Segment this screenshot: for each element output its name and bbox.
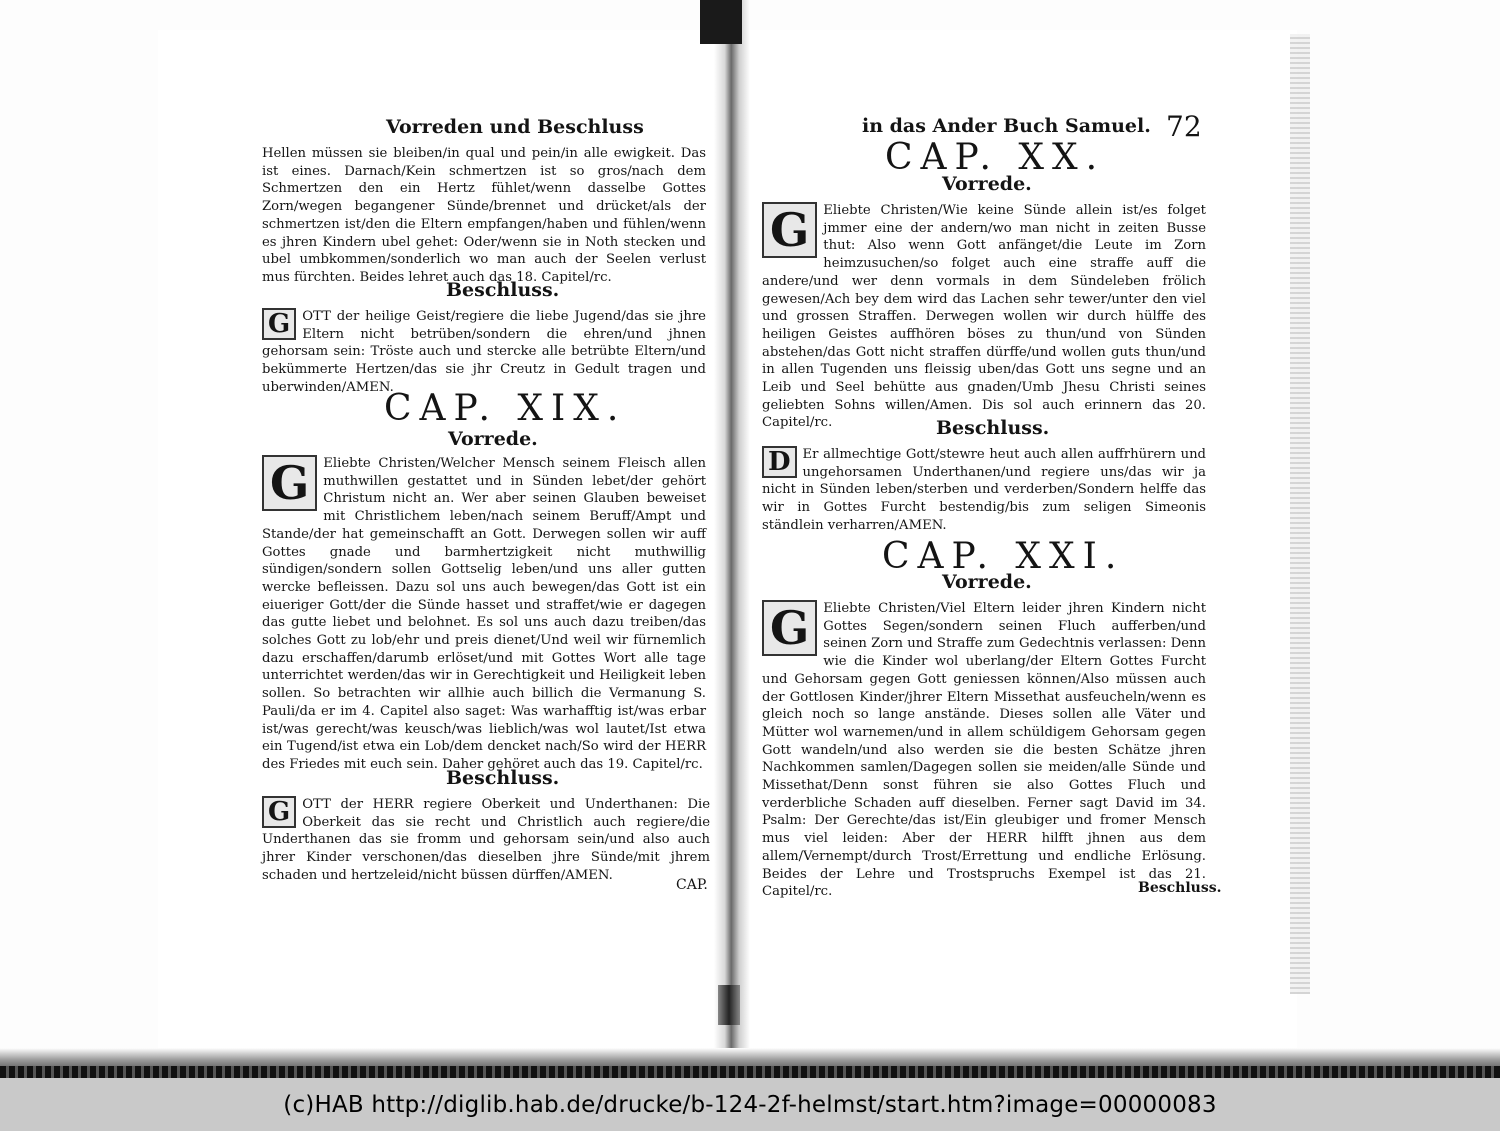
left-close2-text: OTT der HERR regiere Oberkeit und Underthanen: Die Oberkeit das sie recht und Christlich auch regiere/die Underthanen das sie fromm und gehorsam sein/und also auch jhrer Kinder verschonen/das dieselben jhre Sünde/mit jhrem schaden und hertzeleid/nicht büssen dürffen/AMEN. xyxy=(262,797,710,883)
right-close1 xyxy=(762,446,1206,535)
right-close1-heading: Beschluss. xyxy=(936,417,1050,439)
right-cap2-title: CAP. XXI. xyxy=(882,536,1125,577)
left-close2 xyxy=(262,796,710,885)
right-preface2-heading: Vorrede. xyxy=(942,571,1032,593)
left-close2-heading: Beschluss. xyxy=(446,767,560,789)
left-cap-title: CAP. XIX. xyxy=(384,388,627,429)
left-preface-text: Eliebte Christen/Welcher Mensch seinem Fleisch allen muthwillen gestattet und in Sünden lebet/der gehört Christum nicht an. Wer aber seinen Glauben beweiset mit Christlichem leben/nach seinem Beruff/Ampt und Stande/der hat gemeinschafft an Gott. Derwegen sollen wir auff Gottes gnade und barmhertzigkeit nicht muthwillig sündigen/sondern sollen Gottselig leben/und uns aller gutten wercke befleissen. Dazu sol uns auch bewegen/das Gott ist ein eiueriger Gott/der die Sünde hasset und straffet/wie er dagegen das gutte liebet und belohnet. Es sol uns auch dazu treiben/das solches Gott zu lob/ehr und preis dienet/Und weil wir fürnemlich dazu erschaffen/darumb erlöset/und mit Gottes Wort alle tage unterrichtet werden/das wir in Gerechtigkeit und Heiligkeit leben sollen. So betrachten wir allhie auch billich die Vermanung S. Pauli/da er im 4. Capitel also saget: Was warhafftig ist/was erbar ist/was gerecht/was keusch/was lieblich/was wol lautet/Ist etwa ein Tugend/ist etwa ein Lob/dem dencket nach/So wird der HERR des Friedes mit euch sein. Daher gehöret auch das 19. Capitel/rc. xyxy=(262,456,706,772)
page-clip xyxy=(700,0,742,44)
left-preface-initial: G xyxy=(262,455,317,511)
left-close2-initial: G xyxy=(262,796,296,828)
left-catchword: CAP. xyxy=(676,877,708,893)
right-running-head: in das Ander Buch Samuel. xyxy=(862,115,1151,137)
left-preface-heading: Vorrede. xyxy=(448,428,538,450)
right-close1-text: Er allmechtige Gott/stewre heut auch allen auffrhürern und ungehorsamen Underthanen/und regiere uns/das wir ja nicht in Sünden leben/sterben und verderben/Sondern helffe das wir in Gottes Furcht bestendig/bis zum seligen Simeonis ständlein verharren/AMEN. xyxy=(762,447,1206,533)
left-close1-text: OTT der heilige Geist/regiere die liebe Jugend/das sie jhre Eltern nicht betrüben/sondern die ehren/und jhnen gehorsam sein: Tröste auch und stercke alle betrübte Eltern/und bekümmerte Hertzen/das sie jhr Creutz in Gedult tragen und uberwinden/AMEN. xyxy=(262,309,706,395)
page-edges-bottom xyxy=(0,1048,1500,1078)
copyright-footer xyxy=(0,1078,1500,1131)
right-catchword: Beschluss. xyxy=(1138,880,1222,896)
spine-shadow xyxy=(718,985,740,1025)
left-close1-initial: G xyxy=(262,308,296,340)
right-preface1-initial: G xyxy=(762,202,817,258)
right-preface1 xyxy=(762,202,1206,432)
right-close1-initial: D xyxy=(762,446,797,478)
right-preface2-text: Eliebte Christen/Viel Eltern leider jhren Kindern nicht Gottes Segen/sondern seinen Fluch aufferben/und seinen Zorn und Straffe zum Gedechtnis verlassen: Denn wie die Kinder wol uberlang/der Eltern Gottes Furcht und Gehorsam gegen Gott geniessen können/Also müssen auch der Gottlosen Kinder/jhrer Eltern Missethat ausfeucheln/wenn es gleich noch so lange anstände. Dieses sollen alle Väter und Mütter wol warnemen/und in allem schüldigem Gehorsam gegen Gott wandeln/und also werden sie die besten Schätze jhren Nachkommen samlen/Dagegen sollen sie meiden/alle Sünde und Missethat/Denn sonst führen sie also Gottes Fluch und verderbliche Schaden auff dieselben. Ferner sagt David im 34. Psalm: Der Gerechte/das ist/Ein gleubiger und fromer Mensch mus viel leiden: Aber der HERR hilfft jhnen aus dem allem/Vernempt/durch Trost/Errettung und endliche Erlösung. Beides der Lehre und Trostspruchs Exempel ist das 21. Capitel/rc. xyxy=(762,601,1206,900)
copyright-text: (c)HAB http://diglib.hab.de/drucke/b-124-2f-helmst/start.htm?image=00000083 xyxy=(283,1091,1217,1118)
right-preface1-heading: Vorrede. xyxy=(942,173,1032,195)
left-running-head: Vorreden und Beschluss xyxy=(386,116,644,138)
book-gutter xyxy=(714,0,750,1078)
right-preface2 xyxy=(762,600,1206,901)
page-edges-right xyxy=(1290,34,1310,994)
left-close1-heading: Beschluss. xyxy=(446,279,560,301)
left-intro-text: Hellen müssen sie bleiben/in qual und pein/in alle ewigkeit. Das ist eines. Darnach/Kein schmertzen ist so gros/nach dem Schmertzen den ein Hertz fühlet/wenn dasselbe Gottes Zorn/wegen begangener Sünde/brennet und drücket/als der schmertzen ist/den die Eltern empfangen/haben und fühlen/wenn es jhren Kindern ubel gehet: Oder/wenn sie in Noth stecken und ubel umbkommen/sonderlich wo man auch der Seelen verlust mus fürchten. Beides lehret auch das 18. Capitel/rc. xyxy=(262,146,706,285)
left-preface xyxy=(262,455,706,774)
right-page-number: 72 xyxy=(1166,110,1202,143)
right-preface1-text: Eliebte Christen/Wie keine Sünde allein ist/es folget jmmer eine der andern/wo man nicht in zeiten Busse thut: Also wenn Gott anfänget/die Leute im Zorn heimzusuchen/so folget auch eine straffe auff die andere/und wer denn vormals in dem Sündeleben frölich gewesen/Ach bey dem wird das Lachen sehr tewer/unter den viel und grossen Straffen. Derwegen wollen wir durch hülffe des heiligen Geistes auffhören böses zu thun/und von Sünden abstehen/das Gott nicht straffen dürffe/und wollen guts thun/und in allen Tugenden uns fleissig uben/das Gott uns segne und an Leib und Seel behütte aus gnaden/Umb Jhesu Christi seines geliebten Sohns willen/Amen. Dis sol auch erinnern das 20. Capitel/rc. xyxy=(762,203,1206,431)
right-preface2-initial: G xyxy=(762,600,817,656)
left-close1 xyxy=(262,308,706,397)
right-cap1-title: CAP. XX. xyxy=(885,137,1106,178)
